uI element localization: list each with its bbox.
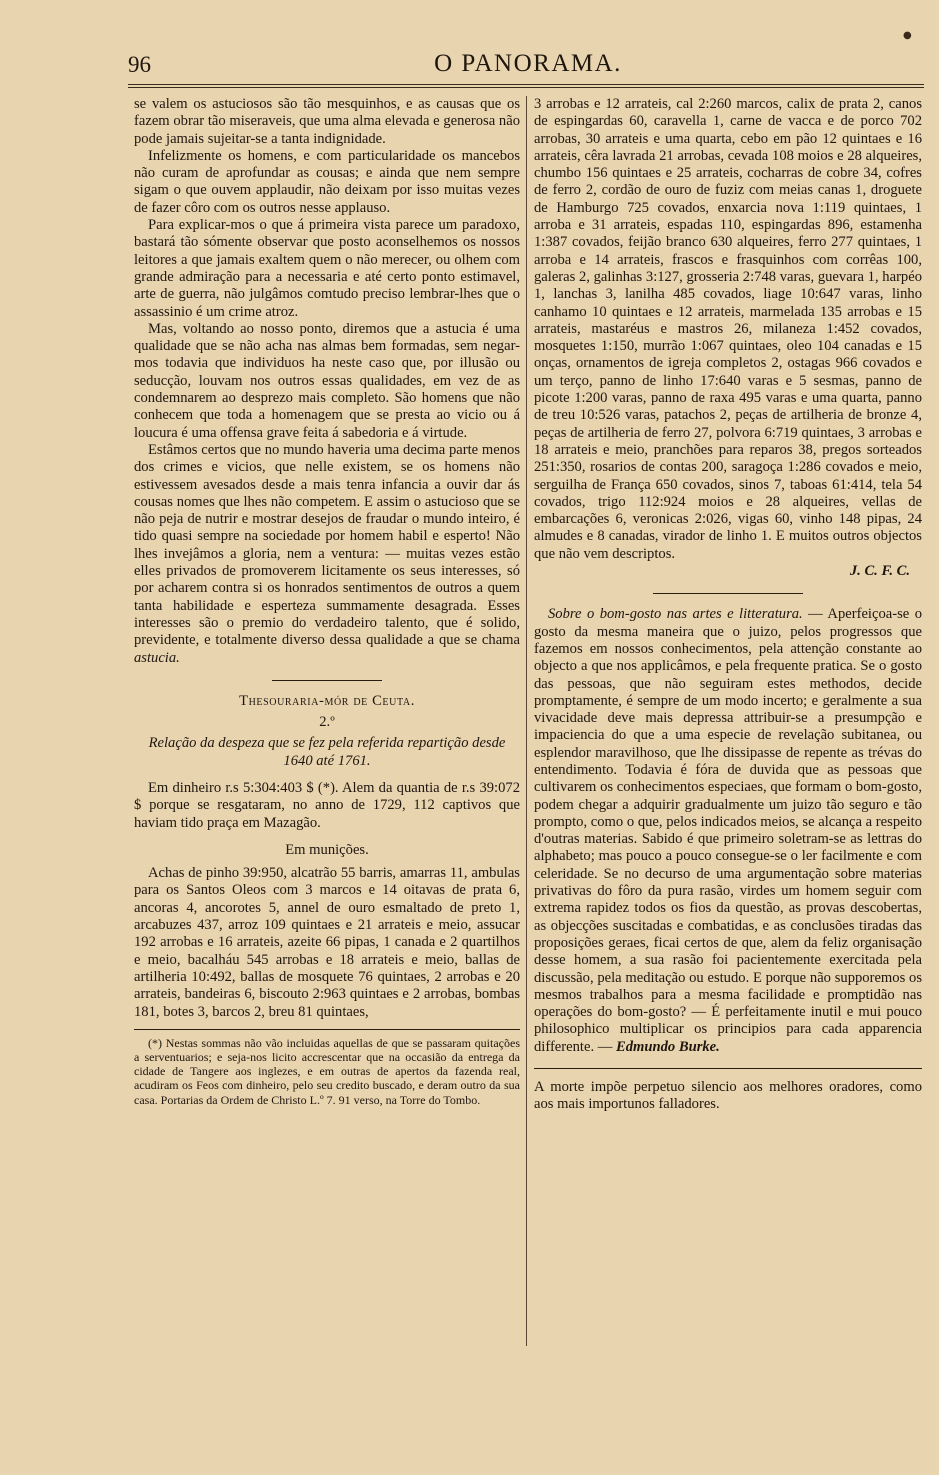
paragraph: se valem os astuciosos são tão mesquinhos, e as causas que os fazem obrar tão miseraveis, que uma alma elevada e generosa não pode jamais sujeitar-se a tanta indignidade. <box>134 96 520 147</box>
paragraph: Achas de pinho 39:950, alcatrão 55 barris, amarras 11, ambulas para os Santos Oleos com 3 marcos e 14 oitavas de prata 6, ancoras 4, ancorotes 5, annel de ouro esmaltado de preto 1, arcabuzes 437, arroz 109 quintaes e 21 arrateis e meio, assucar 192 arrobas e 16 arrateis, azeite 66 pipas, 1 canada e 2 quartilhos e meio, bacalháu 545 arrobas e 18 arrateis e meio, ballas de artilheria 10:492, ballas de mosquete 76 quintaes, 2 arrobas e 20 arrateis, bandeiras 6, biscouto 2:963 quintaes e 2 arrobas, bombas 181, botes 3, barcos 2, breu 81 quintaes, <box>134 865 520 1020</box>
footnote-text: (*) Nestas sommas não vão incluidas aquellas de que se passaram quitações a serventuarios; e seja-nos licito accrescentar que na occasião da entrega da cidade de Tangere aos inglezes, e em outras de apertos da fazenda real, acudiram os Feos com dinheiro, pelo seu credito buscado, e deram outro da sua casa. Portarias da Ordem de Christo L.º 7. 91 verso, na Torre do Tombo. <box>134 1035 520 1107</box>
paragraph: Mas, voltando ao nosso ponto, diremos que a astucia é uma qualidade que se não acha nas almas bem formadas, sem negar-mos todavia que individuos ha neste caso que, por illusão ou seducção, louvam nos outros essas qualidades, em vez de as condemnarem ao desprezo mais completo. São homens que não conhecem que toda a homenagem que se presta ao vicio ou á loucura é uma offensa grave feita á sabedoria e á virtude. <box>134 320 520 441</box>
right-column <box>534 96 922 1114</box>
running-title: O PANORAMA. <box>434 50 622 77</box>
column-separator <box>526 96 527 1346</box>
paragraph: Para explicar-mos o que á primeira vista parece um paradoxo, bastará tão sómente observar que posto aconselhemos os nossos leitores a que jamais exaltem quem o não merecer, ou olhem com grande admiração para a necessaria e até certo ponto estimavel, arte de guerra, não julgâmos comtudo preciso lembrar-lhes que o assassinio é um crime atroz. <box>134 217 520 320</box>
footnote <box>134 1029 520 1107</box>
article-title: Sobre o bom-gosto nas artes e litteratura. <box>548 606 803 623</box>
corner-mark-icon: ● <box>903 30 912 41</box>
section-divider <box>534 1068 922 1069</box>
paragraph <box>134 442 520 667</box>
page-number: 96 <box>128 52 151 77</box>
emphasis-word: astucia. <box>134 649 180 666</box>
paragraph: Em dinheiro r.s 5:304:403 $ (*). Alem da quantia de r.s 39:072 $ porque se resgataram, no anno de 1729, 112 captivos que haviam tido praça em Mazagão. <box>134 779 520 831</box>
section-divider <box>653 593 803 594</box>
section-subtitle: Relação da despeza que se fez pela referida repartição desde 1640 até 1761. <box>148 735 506 769</box>
section-number: 2.º <box>319 714 335 731</box>
paragraph <box>534 606 922 1056</box>
author-name: Edmundo Burke. <box>616 1038 720 1055</box>
paragraph: A morte impõe perpetuo silencio aos melhores oradores, como aos mais importunos falladores. <box>534 1079 922 1113</box>
header-rule <box>128 84 924 88</box>
paragraph: 3 arrobas e 12 arrateis, cal 2:260 marcos, calix de prata 2, canos de espingardas 60, caravella 1, carne de vacca e de porco 702 arrobas, 30 arrateis e uma quarta, cebo em pão 12 quintaes e 16 arrateis, cêra lavrada 21 arrobas, cevada 108 moios e 28 alqueires, chumbo 156 quintaes e 25 arrateis, cocharras de cobre 34, cofres de ferro 2, cordão de ouro de fuziz com meias canas 1, droguete de Hamburgo 725 covados, enxarcia nova 1:119 quintaes, 1 arroba e 31 arrateis, espadas 110, espingardas 896, estamenha 1:387 covados, feijão branco 630 alqueires, ferro 277 quintaes, 1 arroba e 14 arrateis, frascos e frasquinhos com corrêas 100, galeras 2, galinhas 3:127, grosseria 2:748 varas, guevara 1, harpéo 1, lanchas 3, lanilha 485 covados, liage 10:647 varas, linho canhamo 10 quintaes e 12 arrateis, marmelada 135 arrobas e 15 arrateis, mastaréus e mastros 26, milaneza 1:452 covados, mosquetes 1:150, murrão 1:067 quintaes, oleo 104 canadas e 15 onças, ornamentos de igreja completos 2, ostagas 966 covados e um terço, panno de linho 17:640 varas e 5 sesmas, panno de picote 1:200 varas, panno de raxa 495 varas e uma quarta, panno de treu 10:526 varas, patachos 2, peças de artilheria de bronze 4, peças de artilheria de ferro 27, polvora 6:719 quintaes, 3 arrobas e 18 arrateis e meio, pranchões para reparos 38, pregos sorteados 251:350, rosarios de contas 200, saragoça 1:286 covados e meio, serguilha de França 650 covados, sinos 7, taboas 61:414, tela 54 covados, trigo 112:924 moios e 28 alqueires, vellas de embarcações 6, veronicas 2:026, vigas 60, vinho 148 pipas, 24 almudes e 8 canadas, virador de linho 1. E muitos outros objectos que não vem descriptos. <box>534 96 922 562</box>
paragraph-text: Estâmos certos que no mundo haveria uma decima parte menos dos crimes e vicios, que nelle existem, se os homens não estivessem avesados desde a mais tenra infancia a ouvir dar ás cousas nomes que lhes não competem. E assim o astucioso que se não peja de nutrir e mostrar desejos de fraudar o mundo inteiro, é tido quasi sempre na sociedade por homem habil e esperto! Não lhes invejâmos a gloria, nem a ventura: — muitas vezes estão elles privados de promoverem licitamente os seus interesses, só por acharem contra si os honrados sentimentos de outros a quem tanta habilidade e esperteza summamente desagrada. Esses interesses são o premio do verdadeiro talento, que é solido, previdente, e totalmente diverso dessa qualidade a que se chama <box>134 441 520 649</box>
paragraph-text: — Aperfeiçoa-se o gosto da mesma maneira que o juizo, pelos progressos que fazemos em nossos conhecimentos, pela attenção constante ao objecto a que nos applicâmos, e pela frequente pratica. Se o gosto das pessoas, que não seguiram estes methodos, decide promptamente, é sempre de um modo incerto; e geralmente a sua vivacidade deve mais depressa attribuir-se a presumpção e impaciencia do que a uma especie de revelação subitanea, ou esplendor maravilhoso, que lhe dissipasse de repente as trévas do entendimento. Todavia é fóra de duvida que as pessoas que cultivarem os conhecimentos especiaes, que formam o bom-gosto, podem chegar a adquirir gradualmente um juizo tão seguro e tão prompto, como o que, pelos indicados meios, se alcança a respeito d'outras materias. Sabido é que primeiro soletram-se as lettras do alphabeto; mas pouco a pouco consegue-se o ler facilmente e com celeridade. Se no decurso de uma argumentação sobre materias privativas do fôro da pura rasão, virdes um homem seguir com extrema rapidez todos os fios da questão, as provas descobertas, as objecções suscitadas e combatidas, e as conclusões tiradas das proposições geraes, ficai certos de que, alem da feliz organisação desse homem, a sua rasão foi pacientemente exercitada pela discussão, pela meditação ou estudo. E porque não supporemos os mesmos trabalhos para a mesma facilidade e promptidão nas operações do bom-gosto? — É perfeitamente inutil e mui pouco philosophico multiplicar os principios para cada apparencia differente. — <box>534 606 922 1055</box>
left-column <box>134 96 520 1107</box>
signature: J. C. F. C. <box>849 563 910 580</box>
page-header <box>128 48 928 82</box>
section-divider <box>272 680 382 681</box>
section-title: Thesouraria-mór de Ceuta. <box>239 692 415 709</box>
munitions-heading: Em munições. <box>285 841 369 858</box>
paragraph: Infelizmente os homens, e com particularidade os mancebos não curam de aprofundar as cousas; e ainda que nem sempre sigam o que ouvem applaudir, não deixam por isso muitas vezes de fazer côro com os outros nesse applauso. <box>134 147 520 216</box>
